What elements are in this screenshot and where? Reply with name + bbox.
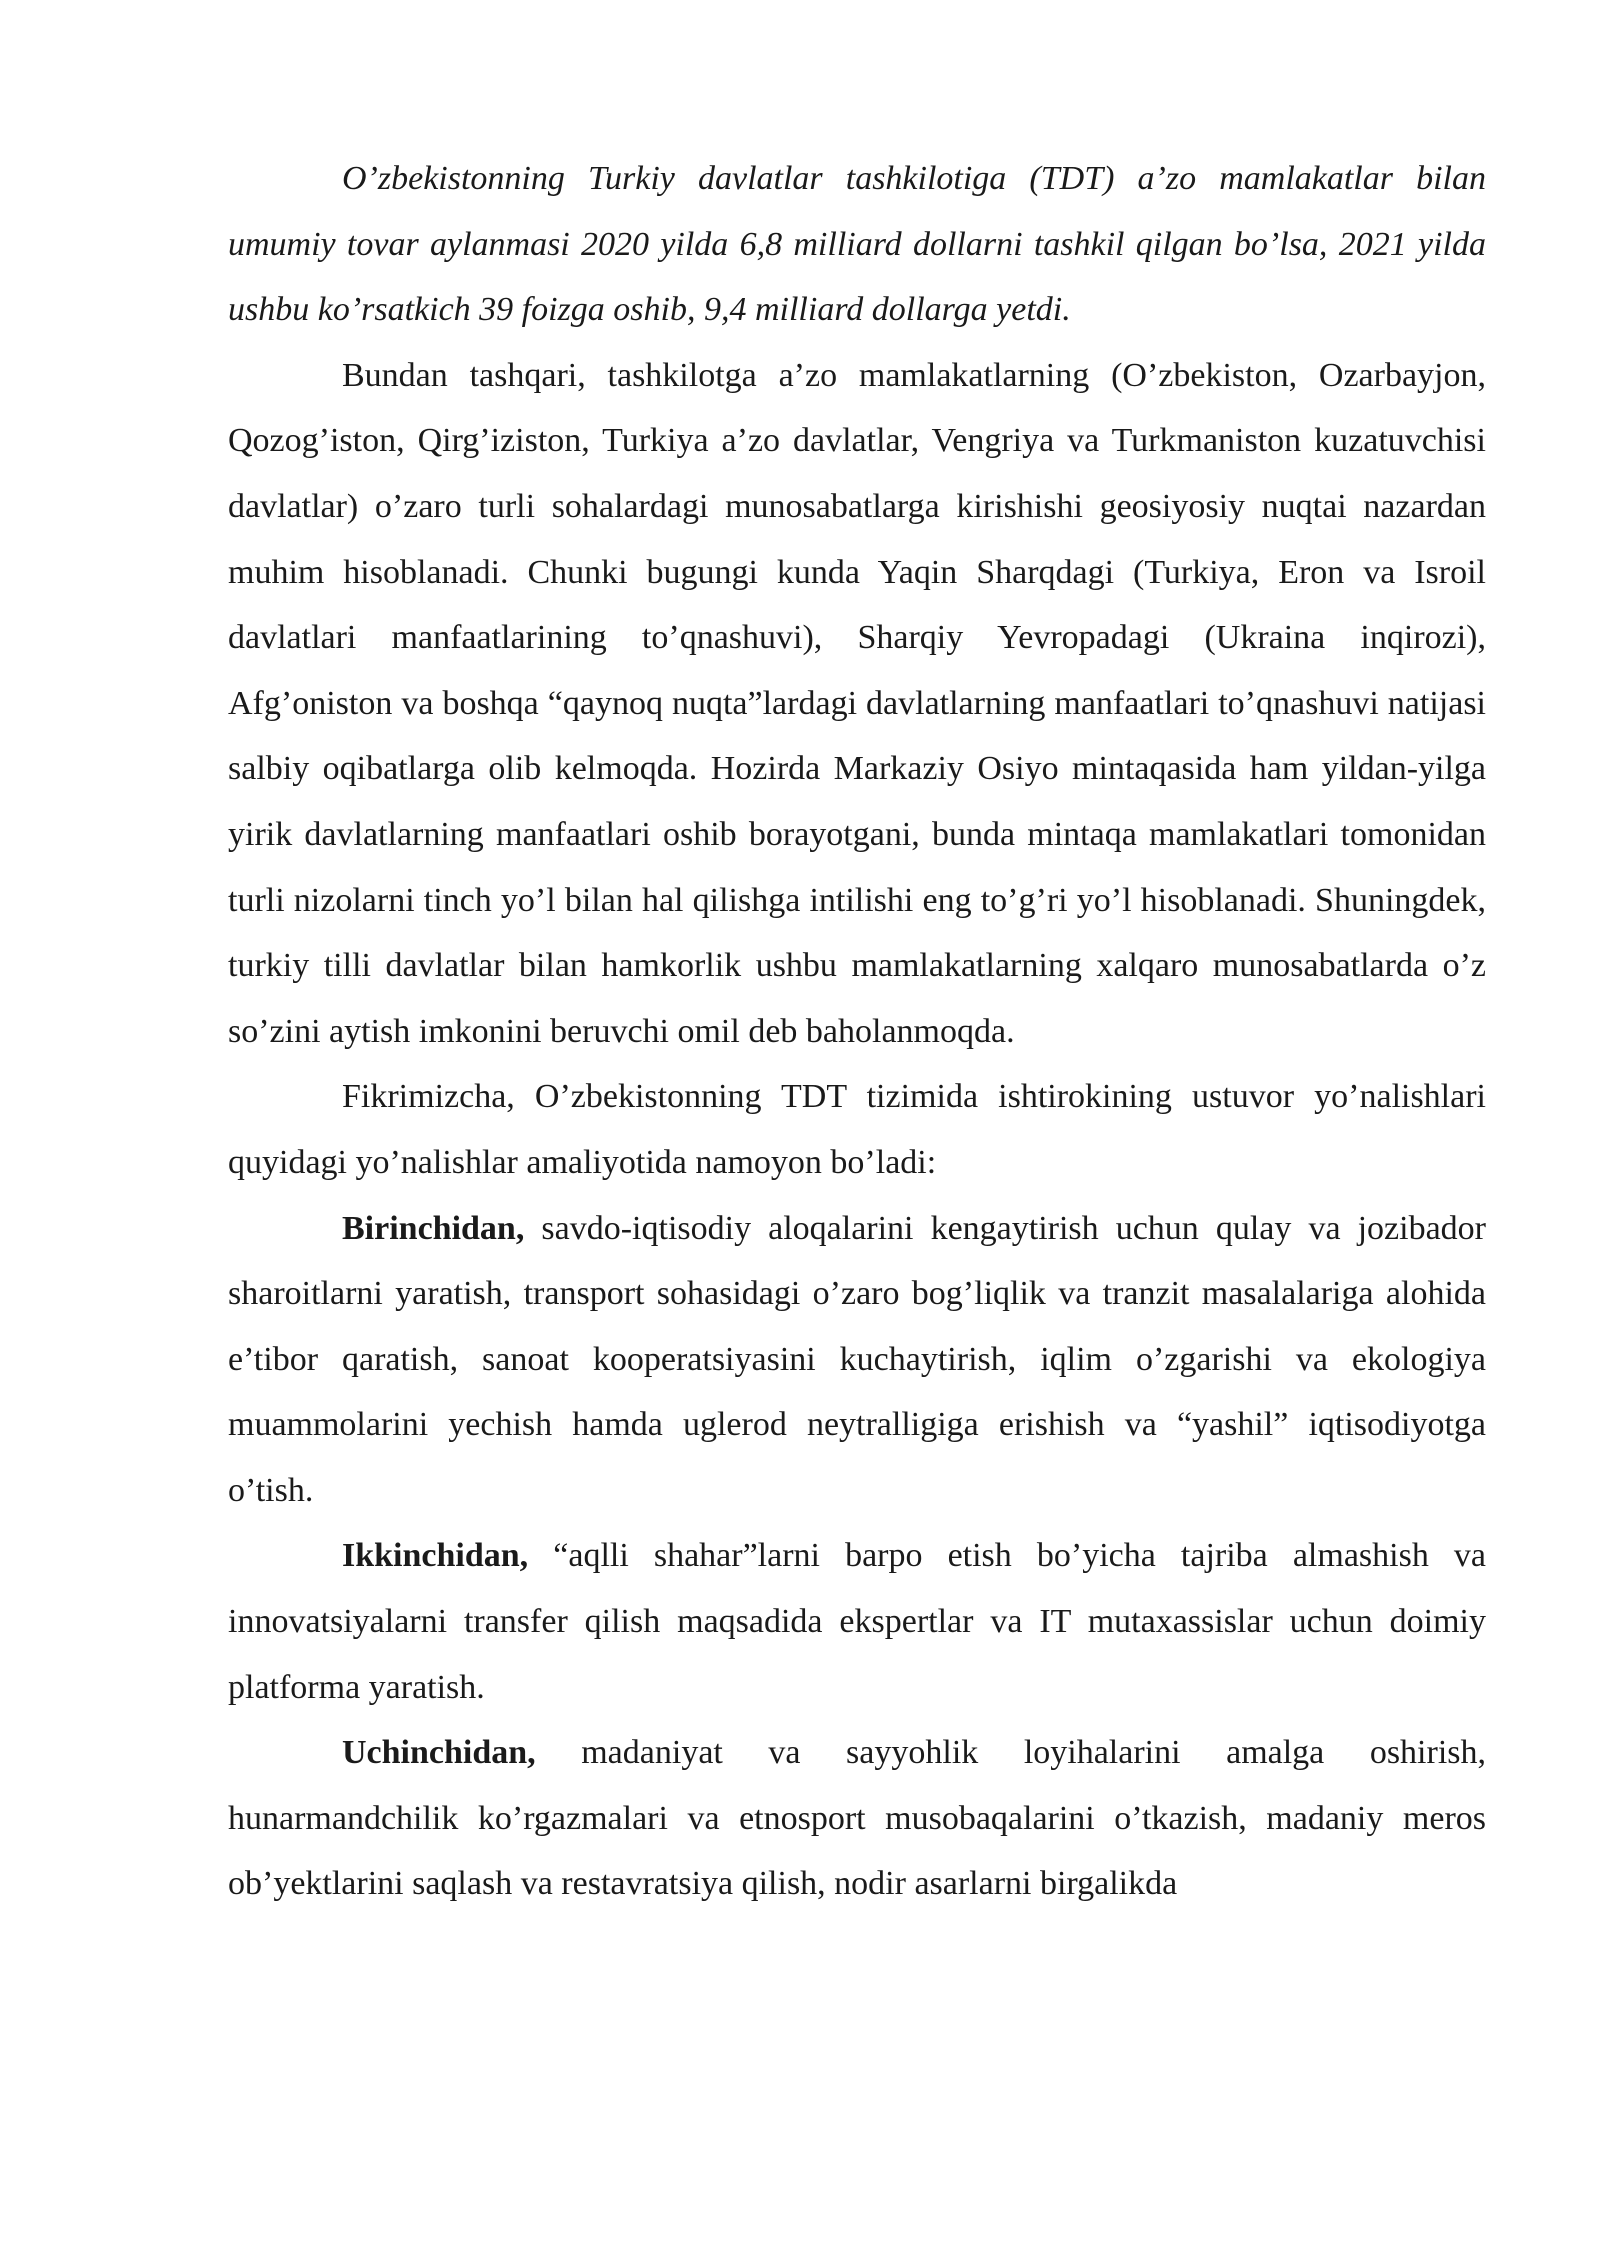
document-page bbox=[228, 146, 1486, 1917]
paragraph-lead-word: Birinchidan, bbox=[342, 1209, 525, 1247]
paragraph-lead-word: Ikkinchidan, bbox=[342, 1537, 529, 1575]
paragraph-text: “aqlli shahar”larni barpo etish bo’yicha tajriba almashish va innovatsiyalarni transfer qilish maqsadida ekspertlar va IT mutaxassislar uchun doimiy platforma yaratish. bbox=[228, 1537, 1486, 1706]
paragraph-first-priority bbox=[228, 1196, 1486, 1524]
paragraph-text: O’zbekistonning Turkiy davlatlar tashkilotiga (TDT) a’zo mamlakatlar bilan umumiy tovar aylanmasi 2020 yilda 6,8 milliard dollarni tashkil qilgan bo’lsa, 2021 yilda ushbu ko’rsatkich 39 foizga oshib, 9,4 milliard dollarga yetdi. bbox=[228, 160, 1486, 329]
paragraph-geopolitics bbox=[228, 343, 1486, 1065]
paragraph-text: savdo-iqtisodiy aloqalarini kengaytirish uchun qulay va jozibador sharoitlarni yaratish, transport sohasidagi o’zaro bog’liqlik va tranzit masalalariga alohida e’tibor qaratish, sanoat kooperatsiyasini kuchaytirish, iqlim o’zgarishi va ekologiya muammolarini yechish hamda uglerod neytralligiga erishish va “yashil” iqtisodiyotga o’tish. bbox=[228, 1209, 1486, 1509]
paragraph-text: madaniyat va sayyohlik loyihalarini amalga oshirish, hunarmandchilik ko’rgazmalari va etnosport musobaqalarini o’tkazish, madaniy meros ob’yektlarini saqlash va restavratsiya qilish, nodir asarlarni birgalikda bbox=[228, 1734, 1486, 1903]
paragraph-lead-word: Uchinchidan, bbox=[342, 1734, 536, 1772]
paragraph-second-priority bbox=[228, 1523, 1486, 1720]
paragraph-trade-turnover bbox=[228, 146, 1486, 343]
paragraph-priorities-intro bbox=[228, 1064, 1486, 1195]
paragraph-third-priority bbox=[228, 1720, 1486, 1917]
paragraph-text: Bundan tashqari, tashkilotga a’zo mamlakatlarning (O’zbekiston, Ozarbayjon, Qozog’iston, Qirg’iziston, Turkiya a’zo davlatlar, Vengriya va Turkmaniston kuzatuvchisi davlatlar) o’zaro turli sohalardagi munosabatlarga kirishishi geosiyosiy nuqtai nazardan muhim hisoblanadi. Chunki bugungi kunda Yaqin Sharqdagi (Turkiya, Eron va Isroil davlatlari manfaatlarining to’qnashuvi), Sharqiy Yevropadagi (Ukraina inqirozi), Afg’oniston va boshqa “qaynoq nuqta”lardagi davlatlarning manfaatlari to’qnashuvi natijasi salbiy oqibatlarga olib kelmoqda. Hozirda Markaziy Osiyo mintaqasida ham yildan-yilga yirik davlatlarning manfaatlari oshib borayotgani, bunda mintaqa mamlakatlari tomonidan turli nizolarni tinch yo’l bilan hal qilishga intilishi eng to’g’ri yo’l hisoblanadi. Shuningdek, turkiy tilli davlatlar bilan hamkorlik ushbu mamlakatlarning xalqaro munosabatlarda o’z so’zini aytish imkonini beruvchi omil deb baholanmoqda. bbox=[228, 356, 1486, 1050]
paragraph-text: Fikrimizcha, O’zbekistonning TDT tizimida ishtirokining ustuvor yo’nalishlari quyidagi yo’nalishlar amaliyotida namoyon bo’ladi: bbox=[228, 1078, 1486, 1181]
